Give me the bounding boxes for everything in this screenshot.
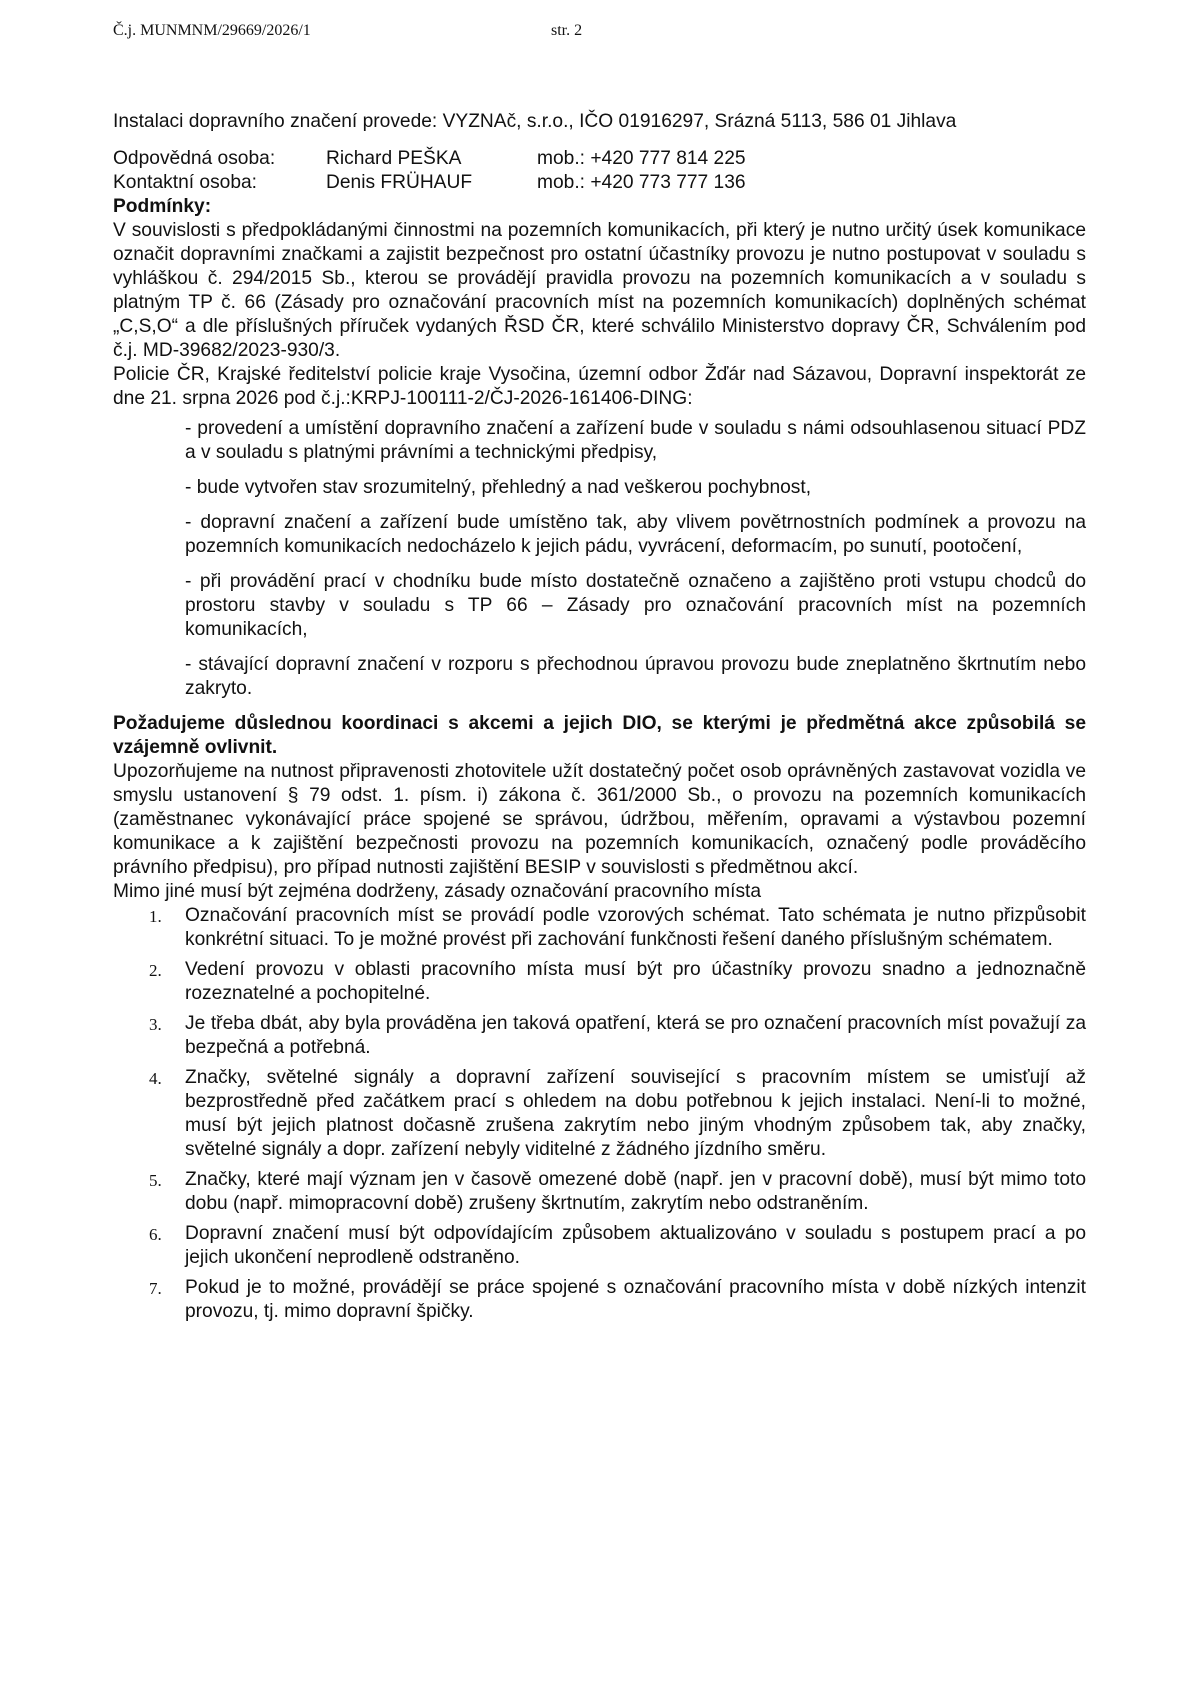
list-item: - bude vytvořen stav srozumitelný, přehledný a nad veškerou pochybnost, [185,477,812,498]
conditions-intro: V souvislosti s předpokládanými činnostmi na pozemních komunikacích, při který je nutno určitý úsek komunikace označit dopravními značkami a zajistit bezpečnost pro ostatní účastníky provozu je nutno postupovat v souladu s vyhláškou č. 294/2015 Sb., kterou se provádějí pravidla provozu na pozemních komunikacích a v souladu s platným TP č. 66 (Zásady pro označování pracovních míst na pozemních komunikacích) doplněných schémat „C,S,O“ a dle příslušných příruček vydaných ŘSD ČR, které schválilo Ministerstvo dopravy ČR, Schválením pod č.j. MD-39682/2023-930/3. [113,220,1086,361]
item-text: Dopravní značení musí být odpovídajícím způsobem aktualizováno v souladu s postupem prací a po jejich ukončení neprodleně odstraněno. [185,1223,1086,1268]
list-item: - při provádění prací v chodníku bude místo dostatečně označeno a zajištěno proti vstupu chodců do prostoru stavby v souladu s TP 66 – Zásady pro označování pracovních míst na pozemních komunikacích, [185,571,1086,640]
item-text: Označování pracovních míst se provádí podle vzorových schémat. Tato schémata je nutno přizpůsobit konkrétní situaci. To je možné provést při zachování funkčnosti řešení daného příslušným schématem. [185,905,1086,950]
list-item [113,1012,1086,1060]
item-text: Značky, které mají význam jen v časově omezené době (např. jen v pracovní době), musí být mimo toto dobu (např. mimopracovní době) zrušeny škrtnutím, zakrytím nebo odstraněním. [185,1169,1086,1214]
contact-row-contact [113,171,1086,195]
list-item: - dopravní značení a zařízení bude umístěno tak, aby vlivem povětrnostních podmínek a provozu na pozemních komunikacích nedocházelo k jejich pádu, vyvrácení, deformacím, po sunutí, pootočení, [185,512,1086,557]
item-text: Pokud je to možné, provádějí se práce spojené s označování pracovního místa v době nízkých intenzit provozu, tj. mimo dopravní špičky. [185,1277,1086,1322]
contact-label: Odpovědná osoba: [113,148,276,169]
item-number: 5. [149,1171,162,1190]
contact-label: Kontaktní osoba: [113,172,258,193]
page-number: str. 2 [551,22,583,39]
list-item [113,1222,1086,1270]
item-text: Vedení provozu v oblasti pracovního místa musí být pro účastníky provozu snadno a jednoznačně rozeznatelné a pochopitelné. [185,959,1086,1004]
contact-name: Richard PEŠKA [326,148,462,169]
police-statement: Policie ČR, Krajské ředitelství policie kraje Vysočina, územní odbor Žďár nad Sázavou, Dopravní inspektorát ze dne 21. srpna 2026 pod č.j.:KRPJ-100111-2/ČJ-2026-161406-DING: [113,364,1086,409]
list-item [113,1066,1086,1162]
contact-name: Denis FRÜHAUF [326,172,473,193]
list-item: - stávající dopravní značení v rozporu s přechodnou úpravou provozu bude zneplatněno škrtnutím nebo zakryto. [185,654,1086,699]
item-text: Je třeba dbát, aby byla prováděna jen taková opatření, která se pro označení pracovních míst považují za bezpečná a potřebná. [185,1013,1086,1058]
police-conditions-list [185,417,1086,701]
list-item [113,958,1086,1006]
reference-number: Č.j. MUNMNM/29669/2026/1 [113,22,311,39]
item-number: 3. [149,1015,162,1034]
list-item: - provedení a umístění dopravního značení a zařízení bude v souladu s námi odsouhlasenou situací PDZ a v souladu s platnými právními a technickými předpisy, [185,418,1086,463]
contact-phone: mob.: +420 773 777 136 [537,172,746,193]
notice-paragraph: Upozorňujeme na nutnost připravenosti zhotovitele užít dostatečný počet osob oprávněných zastavovat vozidla ve smyslu ustanovení § 79 odst. 1. písm. i) zákona č. 361/2000 Sb., o provozu na pozemních komunikacích (zaměstnanec vykonávající práce spojené se správou, údržbou, měřením, opravami a výstavbou pozemní komunikace a k zajištění bezpečnosti provozu na pozemních komunikacích, označený podle prováděcího právního předpisu), pro případ nutnosti zajištění BESIP v souvislosti s předmětnou akcí. [113,761,1086,878]
item-number: 2. [149,961,162,980]
item-number: 7. [149,1279,162,1298]
list-item [113,1168,1086,1216]
coordination-requirement: Požadujeme důslednou koordinaci s akcemi a jejich DIO, se kterými je předmětná akce způsobilá se vzájemně ovlivnit. [113,713,1086,758]
item-text: Značky, světelné signály a dopravní zařízení související s pracovním místem se umisťují až bezprostředně před začátkem prací s ohledem na dobu potřebnou k jejich instalaci. Není-li to možné, musí být jejich platnost dočasně zrušena zakrytím nebo jiným vhodným způsobem tak, aby značky, světelné signály a dopr. zařízení nebyly viditelné z žádného jízdního směru. [185,1067,1086,1160]
item-number: 1. [149,907,162,926]
contact-phone: mob.: +420 777 814 225 [537,148,746,169]
document-body [113,110,1086,1330]
list-item [113,1276,1086,1324]
installer-line: Instalaci dopravního značení provede: VYZNAč, s.r.o., IČO 01916297, Srázná 5113, 586 01 Jihlava [113,111,957,132]
principles-intro: Mimo jiné musí být zejména dodrženy, zásady označování pracovního místa [113,881,762,902]
conditions-heading: Podmínky: [113,196,212,217]
item-number: 6. [149,1225,162,1244]
contacts-block [113,147,1086,195]
principles-list [113,904,1086,1324]
item-number: 4. [149,1069,162,1088]
page-header [113,22,583,40]
list-item [113,904,1086,952]
contact-row-responsible [113,147,1086,171]
